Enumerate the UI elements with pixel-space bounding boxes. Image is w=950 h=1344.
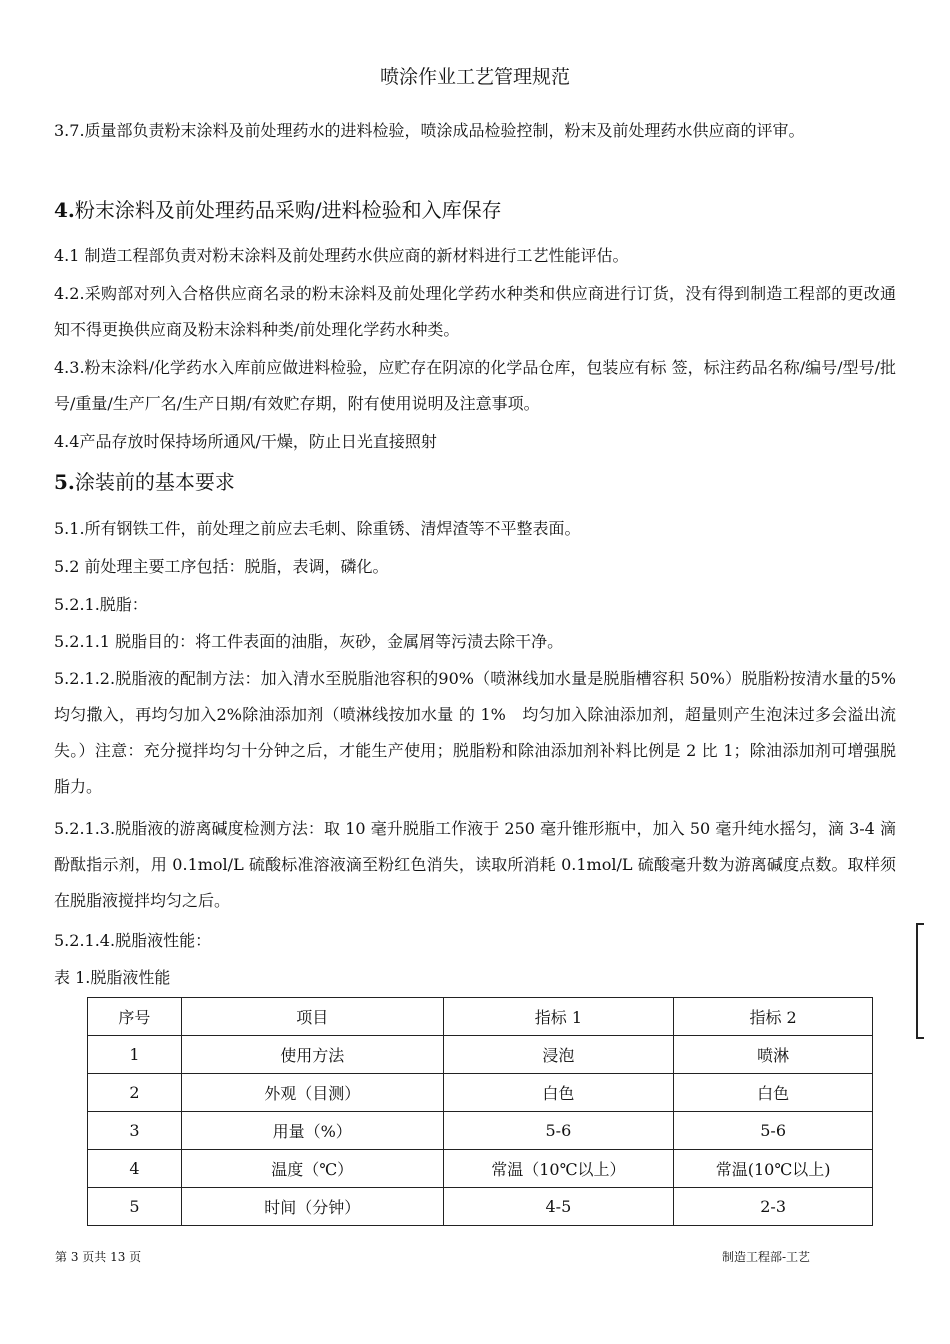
paragraph-5-2-1-4: 5.2.1.4.脱脂液性能：	[54, 931, 212, 950]
degreasing-properties-table	[87, 997, 873, 1226]
table-cell: 白色	[674, 1074, 873, 1112]
paragraph-4-4: 4.4产品存放时保持场所通风/干燥，防止日光直接照射	[54, 432, 437, 451]
table-cell: 常温（10℃以上）	[443, 1150, 674, 1188]
paragraph-5-1: 5.1.所有钢铁工件，前处理之前应去毛刺、除重锈、清焊渣等不平整表面。	[54, 519, 581, 538]
table-cell: 时间（分钟）	[181, 1188, 443, 1226]
margin-bracket-mark	[916, 923, 924, 1039]
paragraph-5-2-1: 5.2.1.脱脂：	[54, 595, 148, 614]
table-cell: 2	[88, 1074, 182, 1112]
table-cell: 1	[88, 1036, 182, 1074]
table-cell: 浸泡	[443, 1036, 674, 1074]
table-header-cell: 项目	[181, 998, 443, 1036]
section-heading-5	[54, 466, 896, 498]
table-cell: 2-3	[674, 1188, 873, 1226]
section-number: 4.	[54, 198, 75, 222]
table-cell: 常温(10℃以上)	[674, 1150, 873, 1188]
table-caption: 表 1.脱脂液性能	[54, 968, 171, 987]
table-header-cell: 指标 2	[674, 998, 873, 1036]
table-row	[88, 1036, 873, 1074]
table-row	[88, 1188, 873, 1226]
page-number: 第 3 页共 13 页	[55, 1250, 142, 1264]
table-row	[88, 1074, 873, 1112]
paragraph-5-2: 5.2 前处理主要工序包括：脱脂，表调，磷化。	[54, 557, 389, 576]
paragraph-5-2-1-3: 5.2.1.3.脱脂液的游离碱度检测方法：取 10 毫升脱脂工作液于 250 毫升锥形瓶中，加入 50 毫升纯水摇匀，滴 3-4 滴酚酞指示剂，用 0.1mol/L 硫酸标准溶液滴至粉红色消失，读取所消耗 0.1mol/L 硫酸毫升数为游离碱度点数。取样须在脱脂液搅拌均匀之后。	[54, 819, 896, 910]
table-header-cell: 序号	[88, 998, 182, 1036]
table-cell: 5-6	[443, 1112, 674, 1150]
table-cell: 4	[88, 1150, 182, 1188]
table-row	[88, 1112, 873, 1150]
paragraph-4-2: 4.2.采购部对列入合格供应商名录的粉末涂料及前处理化学药水种类和供应商进行订货，没有得到制造工程部的更改通知不得更换供应商及粉末涂料种类/前处理化学药水种类。	[54, 284, 896, 339]
table-cell: 外观（目测）	[181, 1074, 443, 1112]
table-header-row	[88, 998, 873, 1036]
department-label: 制造工程部-工艺	[722, 1250, 811, 1264]
section-number: 5.	[54, 470, 75, 494]
paragraph-4-3: 4.3.粉末涂料/化学药水入库前应做进料检验，应贮存在阴凉的化学品仓库，包装应有标 签，标注药品名称/编号/型号/批号/重量/生产厂名/生产日期/有效贮存期，附有使用说明及注意事项。	[54, 358, 896, 413]
table-cell: 使用方法	[181, 1036, 443, 1074]
section-title: 粉末涂料及前处理药品采购/进料检验和入库保存	[74, 198, 502, 222]
section-heading-4	[54, 194, 896, 226]
paragraph-3-7: 3.7.质量部负责粉末涂料及前处理药水的进料检验，喷涂成品检验控制，粉末及前处理药水供应商的评审。	[54, 121, 805, 140]
table-cell: 4-5	[443, 1188, 674, 1226]
table-cell: 喷淋	[674, 1036, 873, 1074]
paragraph-5-2-1-1: 5.2.1.1 脱脂目的：将工件表面的油脂，灰砂，金属屑等污渍去除干净。	[54, 632, 564, 651]
table-cell: 5-6	[674, 1112, 873, 1150]
table-cell: 3	[88, 1112, 182, 1150]
table-cell: 温度（℃）	[181, 1150, 443, 1188]
table-header-cell: 指标 1	[443, 998, 674, 1036]
table-cell: 白色	[443, 1074, 674, 1112]
page-title: 喷涂作业工艺管理规范	[379, 66, 570, 88]
paragraph-4-1: 4.1 制造工程部负责对粉末涂料及前处理药水供应商的新材料进行工艺性能评估。	[54, 246, 629, 265]
table-cell: 5	[88, 1188, 182, 1226]
paragraph-5-2-1-2: 5.2.1.2.脱脂液的配制方法：加入清水至脱脂池容积的90%（喷淋线加水量是脱脂槽容积 50%）脱脂粉按清水量的5%均匀撒入，再均匀加入2%除油添加剂（喷淋线按加水量 的 1% 均匀加入除油添加剂，超量则产生泡沫过多会溢出流失。）注意：充分搅拌均匀十分钟之后，才能生产使用；脱脂粉和除油添加剂补料比例是 2 比 1；除油添加剂可增强脱脂力。	[54, 669, 896, 796]
table-cell: 用量（%）	[181, 1112, 443, 1150]
section-title: 涂装前的基本要求	[74, 470, 235, 494]
table-row	[88, 1150, 873, 1188]
